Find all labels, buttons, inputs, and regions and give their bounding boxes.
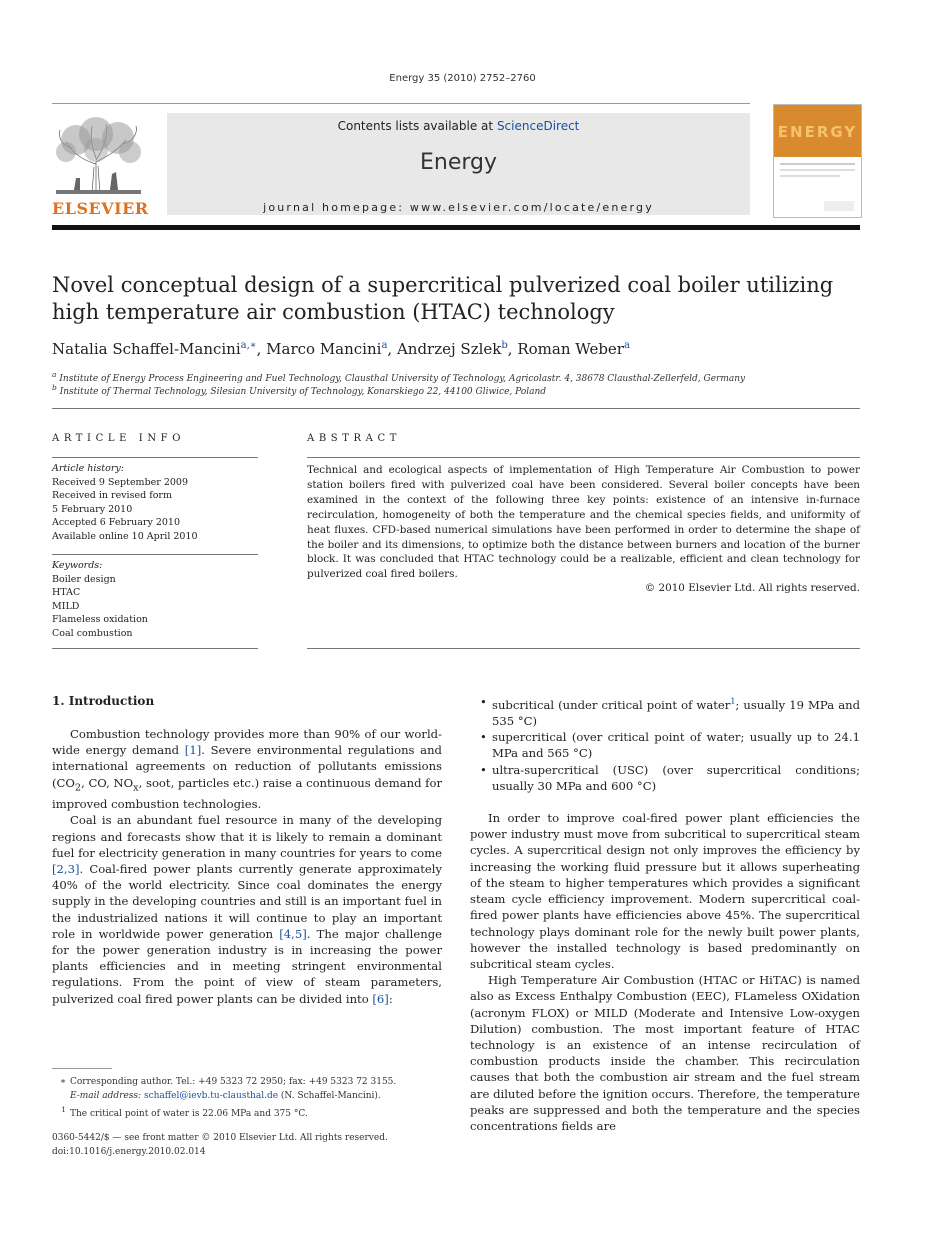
keyword: HTAC bbox=[52, 587, 81, 598]
author-affiliation-mark[interactable]: a bbox=[623, 340, 630, 351]
citation-link[interactable]: [2,3] bbox=[52, 861, 80, 876]
footnotes bbox=[52, 1076, 442, 1122]
history-item: Received in revised form bbox=[52, 490, 172, 501]
affiliation bbox=[52, 370, 745, 384]
journal-homepage[interactable]: journal homepage: www.elsevier.com/locate/energy bbox=[263, 201, 654, 214]
paragraph: In order to improve coal-fired power plant efficiencies the power industry must move from subcritical to supercritical steam cycles. A supercritical design not only improves the efficiency by increasing the working fluid pressure but it allows superheating of the steam to higher temperatures which provides a significant steam cycle efficiency improvement. Modern supercritical coal-fired power plants have efficiencies above 45%. The supercritical technology plays dominant role for the newly built power plants, however the installed technology is based predominantly on subcritical steam cycles. bbox=[470, 811, 860, 971]
list-item: • ultra-supercritical (USC) (over supercritical conditions; usually 30 MPa and 600 °C) bbox=[470, 762, 860, 794]
section-rule bbox=[52, 408, 860, 409]
author-name: Andrzej Szlek bbox=[396, 340, 502, 358]
abstract-copyright: © 2010 Elsevier Ltd. All rights reserved. bbox=[644, 582, 860, 594]
history-item: 5 February 2010 bbox=[52, 503, 133, 515]
cover-sciencedirect-mark bbox=[824, 201, 854, 211]
journal-name: Energy bbox=[419, 150, 498, 175]
keywords bbox=[52, 559, 258, 640]
issn-line: 0360-5442/$ — see front matter © 2010 Elsevier Ltd. All rights reserved. bbox=[52, 1133, 388, 1143]
article-title: Novel conceptual design of a supercritical pulverized coal boiler utilizing high temperature air combustion (HTAC) technology bbox=[52, 273, 834, 324]
journal-reference: Energy 35 (2010) 2752–2760 bbox=[389, 73, 536, 84]
keywords-label: Keywords: bbox=[52, 560, 103, 571]
affiliation-mark: b bbox=[52, 383, 57, 392]
author-name: Roman Weber bbox=[517, 340, 624, 358]
elsevier-tree-logo bbox=[52, 112, 145, 196]
footnote-1: $^1$ The critical point of water is 22.06 MPa and 375 °C. bbox=[61, 1105, 308, 1119]
elsevier-wordmark: ELSEVIER bbox=[52, 199, 149, 218]
abstract-bottom-rule bbox=[307, 648, 860, 649]
sciencedirect-link[interactable]: ScienceDirect bbox=[496, 119, 580, 133]
affiliation bbox=[52, 383, 546, 397]
abstract-text: Technical and ecological aspects of implementation of High Temperature Air Combustion to power station boilers fired with pulverized coal have been considered. Several boiler concepts have been examined in the context of the following three key points: existence of an intensive in-furnace recirculation, homogeneity of both the temperature and the chemical species fields, and uniformity of heat fluxes. CFD-based numerical simulations have been performed in order to determine the shape of the boiler and its dimensions, to optimize both the distance between burners and location of the burner block. It was concluded that HTAC technology could be a realizable, efficient and clean technology for pulverized coal fired boilers. bbox=[307, 464, 860, 581]
email-note: E-mail address: schaffel@ievb.tu-clausthal.de (N. Schaffel-Mancini). bbox=[70, 1090, 381, 1101]
paragraph: High Temperature Air Combustion (HTAC or HiTAC) is named also as Excess Enthalpy Combustion (EEC), FLameless OXidation (acronym FLOX) or MILD (Moderate and Intensive Low-oxygen Dilution) combustion. The most important feature of HTAC technology is an existence of an intense recirculation of combustion products inside the chamber. This recirculation causes that both the combustion air stream and the fuel stream are diluted before the ignition occurs. Therefore, the temperature peaks are suppressed and both the temperature and the species concentrations fields are bbox=[470, 973, 860, 1133]
footnote-rule bbox=[52, 1068, 112, 1069]
citation-link[interactable]: [6] bbox=[372, 991, 389, 1006]
article-info-rule bbox=[52, 457, 258, 458]
journal-cover bbox=[773, 104, 862, 218]
history-item: Received 9 September 2009 bbox=[52, 476, 189, 488]
affiliation-text: Institute of Energy Process Engineering and Fuel Technology, Clausthal University of Technology, Agricolastr. 4, 38678 Clausthal-Zellerfeld, Germany bbox=[59, 374, 746, 384]
author-list: Natalia Schaffel-Mancini$^{a,∗}$, Marco Mancini$^a$, Andrzej Szlek$^b$, Roman Weber$^a$ bbox=[52, 340, 630, 358]
paragraph: Coal is an abundant fuel resource in many of the developing regions and forecasts show that it is likely to remain a dominant fuel for electricity generation in many countries for years to come [2,3]. Coal-fired power plants currently generate approximately 40% of the world electricity. Since coal dominates the energy supply in the developing countries and still is an important fuel in the industrialized nations it will continue to play an important role in worldwide power generation [4,5]. The major challenge for the power generation industry is in increasing the power plants efficiencies and in meeting stringent environmental regulations. From the point of view of steam parameters, pulverized coal fired power plants can be divided into [6]: bbox=[52, 813, 442, 1006]
journal-banner bbox=[167, 113, 750, 215]
list-item: • subcritical (under critical point of water$^1$; usually 19 MPa and 535 °C) bbox=[470, 694, 860, 729]
history-item: Accepted 6 February 2010 bbox=[52, 517, 181, 528]
keyword: MILD bbox=[52, 600, 80, 612]
steam-parameter-list bbox=[470, 694, 860, 794]
corresponding-author-note: ∗ Corresponding author. Tel.: +49 5323 72 2950; fax: +49 5323 72 3155. bbox=[59, 1077, 397, 1087]
history-label: Article history: bbox=[52, 463, 124, 474]
author-name: Marco Mancini bbox=[266, 340, 382, 358]
abstract-rule bbox=[307, 457, 860, 458]
abstract-heading: ABSTRACT bbox=[307, 433, 401, 444]
publication-info bbox=[52, 1132, 472, 1159]
author-name: Natalia Schaffel-Mancini bbox=[52, 340, 241, 358]
contents-line bbox=[167, 119, 750, 133]
history-item: Available online 10 April 2010 bbox=[52, 530, 198, 542]
article-history bbox=[52, 462, 258, 543]
citation-link[interactable]: [1] bbox=[184, 743, 202, 758]
citation-link[interactable]: [4,5] bbox=[279, 926, 307, 941]
author-affiliation-mark[interactable]: b bbox=[501, 340, 508, 351]
article-info-bottom-rule bbox=[52, 648, 258, 649]
author-affiliation-mark[interactable]: a bbox=[381, 340, 388, 351]
keywords-rule bbox=[52, 554, 258, 555]
author-affiliation-mark[interactable]: a,∗ bbox=[240, 340, 257, 351]
header-rule bbox=[52, 103, 750, 104]
list-item: • supercritical (over critical point of water; usually up to 24.1 MPa and 565 °C) bbox=[470, 729, 860, 761]
intro-right-column bbox=[470, 694, 860, 1134]
header-thick-rule bbox=[52, 225, 860, 230]
paragraph: Combustion technology provides more than 90% of our world-wide energy demand [1]. Severe environmental regulations and international agreements on reduction of pollutants emissions ($CO_2$, CO, $NO_x$, soot, particles etc.) raise a continuous demand for improved combustion technologies. bbox=[52, 727, 442, 812]
intro-left-column bbox=[52, 726, 442, 1007]
doi-line[interactable]: doi:10.1016/j.energy.2010.02.014 bbox=[52, 1146, 206, 1157]
footnote-link[interactable]: 1 bbox=[730, 697, 736, 706]
contents-prefix: Contents lists available at bbox=[337, 119, 497, 133]
email-link[interactable]: schaffel@ievb.tu-clausthal.de bbox=[143, 1090, 279, 1101]
cover-title: ENERGY bbox=[777, 123, 858, 141]
article-info-heading: ARTICLE INFO bbox=[52, 433, 186, 444]
keyword: Boiler design bbox=[52, 573, 116, 585]
affiliation-text: Institute of Thermal Technology, Silesian University of Technology, Konarskiego 22, 44100 Gliwice, Poland bbox=[59, 387, 547, 397]
keyword: Flameless oxidation bbox=[52, 614, 148, 625]
affiliation-mark: a bbox=[52, 370, 57, 379]
section-heading: 1. Introduction bbox=[52, 694, 155, 708]
keyword: Coal combustion bbox=[52, 627, 133, 639]
